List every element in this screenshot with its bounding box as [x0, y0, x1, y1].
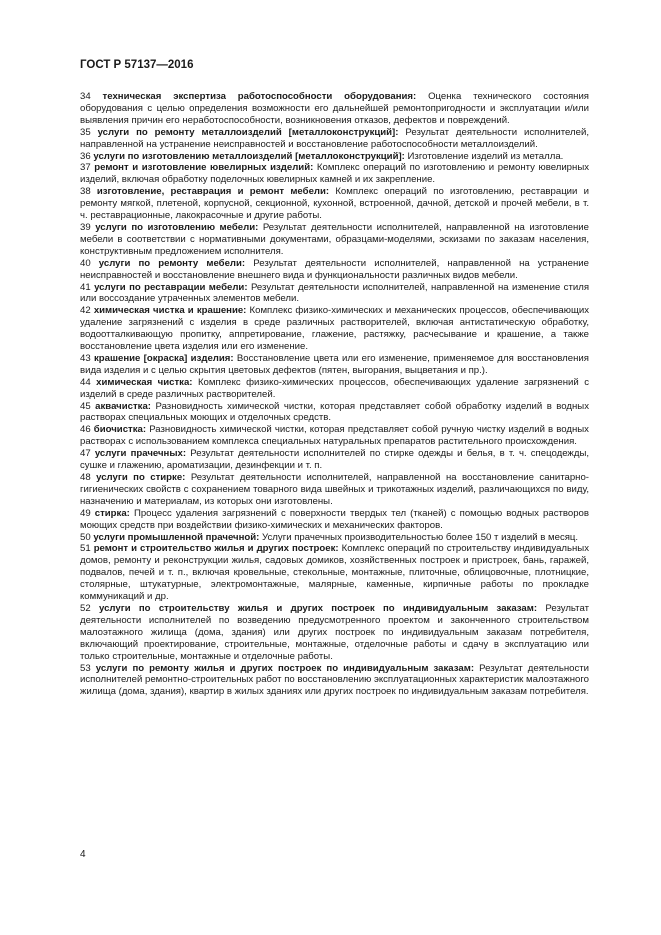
term-entry — [80, 663, 589, 699]
term-title: стирка: — [94, 507, 130, 519]
term-title: аквачистка: — [95, 400, 151, 412]
term-entry — [80, 532, 589, 544]
term-title: услуги по изготовлению мебели: — [95, 221, 259, 233]
term-number: 42 — [80, 305, 91, 317]
term-definition: Результат деятельности исполнителей, направленной на устранение неисправностей и восстановление работоспособности металлоизделий. — [80, 126, 589, 150]
term-entry — [80, 91, 589, 127]
term-title: химическая чистка и крашение: — [93, 305, 247, 317]
term-entry — [80, 258, 589, 282]
term-definition: Результат деятельности исполнителей ремонтно-строительных работ по восстановлению эксплуатационных характеристик малоэтажного жилища (дома, здания), квартир в жилых зданиях или других построек по индивидуальным заказам потребителя. — [80, 662, 590, 698]
term-definition: Оценка технического состояния оборудования с целью определения возможности его дальнейшей ремонтопригодности и эксплуатации и/или выявления причин его неработоспособности, возникновения отказов, дефектов и повреждений. — [80, 91, 590, 126]
term-definition: Разновидность химической чистки, которая представляет собой обработку изделий в водных растворах специальных моющих и отделочных средств. — [80, 400, 589, 424]
term-title: услуги по ремонту металлоизделий [металлоконструкций]: — [97, 126, 399, 138]
term-definition: Результат деятельности исполнителей по возведению предусмотренного проектом и законченного строительством малоэтажного жилища (дома, здания) или других построек по индивидуальным заказам потребителя, включающий проектирование, строительные, монтажные, отделочные работы и сдачу в эксплуатацию или только строительные, монтажные и отделочные работы. — [80, 602, 589, 662]
term-definition: Комплекс физико-химических процессов, обеспечивающих удаление загрязнений с изделий в среде различных растворителей. — [80, 376, 590, 400]
term-number: 41 — [80, 281, 91, 293]
term-title: ремонт и строительство жилья и других построек: — [93, 543, 339, 555]
term-title: услуги по ремонту жилья и других построек по индивидуальным заказам: — [95, 662, 475, 674]
term-title: услуги по строительству жилья и других построек по индивидуальным заказам: — [98, 602, 538, 614]
term-entry — [80, 282, 589, 306]
term-definition: Разновидность химической чистки, которая представляет собой ручную чистку изделий в водных растворах с использованием комплекса специальных натуральных препаратов растительного происхождения. — [80, 424, 589, 448]
term-entry — [80, 186, 589, 222]
term-number: 45 — [80, 400, 91, 412]
term-title: услуги прачечных: — [94, 448, 187, 460]
term-number: 44 — [80, 376, 91, 388]
term-number: 39 — [80, 221, 91, 233]
term-definition: Комплекс операций по строительству индивидуальных домов, ремонту и реконструкции жилья, садовых домиков, хозяйственных построек и пристроек, бань, гаражей, подвалов, печей и т. п., включая кровельные, стекольные, монтажные, плиточные, облицовочные, плотницкие, столярные, штукатурные, электромонтажные, малярные, каменные, кирпичные работы по прокладке коммуникаций и др. — [80, 543, 589, 603]
term-title: крашение [окраска] изделия: — [93, 352, 234, 364]
term-entry — [80, 472, 589, 508]
term-definition: Результат деятельности исполнителей, направленной на изготовление мебели в соответствии с нормативными документами, образцами-моделями, эскизами по заказам населения, конструктивным предложением исполнителя. — [80, 221, 589, 257]
term-definition: Изготовление изделий из металла. — [407, 150, 564, 162]
term-number: 34 — [80, 91, 91, 102]
term-number: 47 — [80, 448, 91, 460]
term-title: услуги промышленной прачечной: — [93, 531, 260, 543]
document-header: ГОСТ Р 57137—2016 — [80, 59, 194, 71]
term-entry — [80, 448, 589, 472]
term-entry — [80, 151, 589, 163]
term-number: 36 — [80, 150, 91, 162]
term-number: 49 — [80, 507, 91, 519]
term-entry — [80, 603, 589, 663]
term-entry — [80, 401, 589, 425]
term-number: 37 — [80, 162, 91, 174]
term-title: услуги по стирке: — [96, 472, 186, 483]
term-number: 38 — [80, 186, 91, 198]
term-number: 52 — [80, 602, 91, 614]
term-definition: Услуги прачечных производительностью более 150 т изделий в месяц. — [262, 531, 579, 543]
term-definition: Результат деятельности исполнителей, направленной на устранение неисправностей и восстановление внешнего вида и функциональности различных видов мебели. — [80, 257, 589, 281]
term-number: 51 — [80, 543, 91, 555]
terms-list — [80, 91, 589, 698]
term-entry — [80, 222, 589, 258]
term-title: химическая чистка: — [96, 376, 193, 388]
term-entry — [80, 424, 589, 448]
term-number: 53 — [80, 662, 91, 674]
term-definition: Процесс удаления загрязнений с поверхности твердых тел (тканей) с помощью водных растворов моющих средств при воздействии физико-химических и механических факторов. — [80, 507, 589, 531]
term-number: 43 — [80, 352, 91, 364]
term-title: услуги по реставрации мебели: — [94, 281, 248, 293]
term-definition: Результат деятельности исполнителей, направленной на изменение стиля или воссоздание утраченных элементов мебели. — [80, 281, 590, 305]
term-title: биочистка: — [93, 424, 147, 436]
term-definition: Комплекс физико-химических и механических процессов, обеспечивающих удаление загрязнений с изделия в среде различных растворителей, включая антистатическую обработку, водоотталкивающую пропитку, аппретирование, глажение, растяжку, расчесывание и крашение, а также восстановление цвета изделия или его изменение. — [80, 305, 589, 353]
term-entry — [80, 127, 589, 151]
term-number: 46 — [80, 424, 91, 436]
term-definition: Комплекс операций по изготовлению и ремонту ювелирных изделий, включая обработку поделочных ювелирных камней и их закрепление. — [80, 162, 590, 186]
term-entry — [80, 162, 589, 186]
page-number: 4 — [80, 849, 86, 860]
term-title: ремонт и изготовление ювелирных изделий: — [94, 162, 314, 174]
term-entry — [80, 543, 589, 603]
term-entry — [80, 353, 589, 377]
term-definition: Результат деятельности исполнителей по стирке одежды и белья, в т. ч. спецодежды, сушке и глажению, ароматизации, дезинфекции и т. п. — [80, 448, 590, 472]
term-entry — [80, 377, 589, 401]
term-number: 35 — [80, 126, 91, 138]
term-entry — [80, 508, 589, 532]
term-number: 50 — [80, 531, 91, 543]
term-title: изготовление, реставрация и ремонт мебели: — [96, 186, 330, 198]
term-definition: Результат деятельности исполнителей, направленной на восстановление санитарно-гигиенических свойств с сохранением товарного вида швейных и трикотажных изделий, различающихся по виду, назначению и материалам, из которых они изготовлены. — [80, 472, 589, 507]
term-number: 48 — [80, 472, 91, 483]
term-definition: Восстановление цвета или его изменение, применяемое для восстановления вида изделия и с целью скрытия цветовых дефектов (пятен, выгорания, выцветания и пр.). — [80, 352, 589, 376]
term-entry — [80, 305, 589, 353]
term-title: услуги по ремонту мебели: — [98, 257, 246, 269]
term-title: техническая экспертиза работоспособности оборудования: — [102, 91, 417, 102]
term-title: услуги по изготовлению металлоизделий [металлоконструкций]: — [93, 150, 405, 162]
term-definition: Комплекс операций по изготовлению, реставрации и ремонту мягкой, плетеной, корпусной, секционной, кухонной, встроенной, дачной, детской и прочей мебели, в т. ч. реставрационные, лакокрасочные и другие работы. — [80, 186, 589, 222]
term-number: 40 — [80, 257, 91, 269]
